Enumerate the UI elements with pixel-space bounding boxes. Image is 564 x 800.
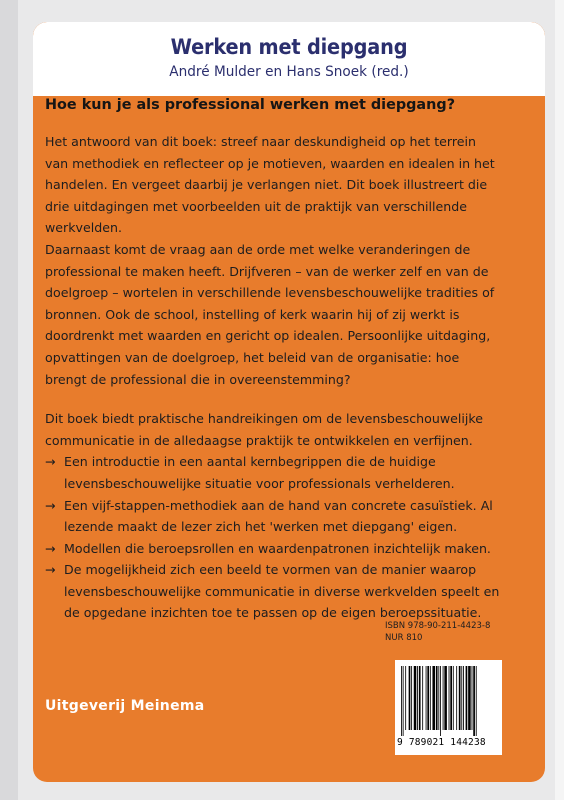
blurb [45, 95, 500, 624]
blurb-paragraph-3: Dit boek biedt praktische handreikingen om de levensbeschouwelijke communicatie in de alledaagse praktijk te ontwikkelen en verfijnen. [45, 411, 483, 448]
arrow-icon: → [45, 497, 56, 513]
page-edge [555, 0, 564, 800]
list-item [45, 495, 500, 538]
spine-strip [0, 0, 18, 800]
nur-code: NUR 810 [385, 633, 423, 643]
list-item [45, 559, 500, 624]
blurb-heading: Hoe kun je als professional werken met diepgang? [45, 97, 456, 113]
bullet-text: Een introductie in een aantal kernbegrippen die de huidige levensbeschouwelijke situatie voor professionals verhelderen. [64, 454, 455, 491]
book-title: Werken met diepgang [170, 35, 408, 59]
barcode-box [395, 660, 502, 755]
isbn-number: ISBN 978-90-211-4423-8 [385, 621, 491, 631]
list-item [45, 451, 500, 494]
book-authors: André Mulder en Hans Snoek (red.) [169, 64, 409, 80]
bullet-text: Modellen die beroepsrollen en waardenpatronen inzichtelijk maken. [64, 540, 491, 556]
blurb-paragraph-2: Daarnaast komt de vraag aan de orde met welke veranderingen de professional te maken heeft. Drijfveren – van de werker zelf en van de doelgroep – wortelen in verschillende levensbeschouwelijke tradities of bronnen. Ook de school, instelling of kerk waarin hij of zij werkt is doordrenkt met waarden en gericht op idealen. Persoonlijke uitdaging, opvattingen van de doelgroep, het beleid van de organisatie: hoe brengt de professional die in overeenstemming? [45, 241, 495, 387]
isbn-block [385, 620, 490, 644]
bullet-text: Een vijf-stappen-methodiek aan de hand van concrete casuïstiek. Al lezende maakt de lezer zich het 'werken met diepgang' eigen. [64, 497, 493, 535]
arrow-icon: → [45, 454, 56, 470]
list-item [45, 538, 500, 560]
arrow-icon: → [45, 540, 56, 556]
barcode-number: 9 789021 144238 [397, 737, 486, 748]
bullet-list [45, 451, 500, 624]
blurb-paragraph-1: Het antwoord van dit boek: streef naar deskundigheid op het terrein van methodiek en reflecteer op je motieven, waarden en idealen in het handelen. En vergeet daarbij je verlangen niet. Dit boek illustreert die drie uitdagingen met voorbeelden uit de praktijk van verschillende werkvelden. [45, 134, 495, 236]
publisher-name: Uitgeverij Meinema [45, 698, 205, 714]
barcode-icon [401, 666, 496, 736]
title-box [33, 22, 545, 96]
arrow-icon: → [45, 562, 56, 578]
bullet-text: De mogelijkheid zich een beeld te vormen van de manier waarop levensbeschouwelijke communicatie in diverse werkvelden speelt en de opgedane inzichten toe te passen op de eigen beroepssituatie. [64, 562, 500, 621]
